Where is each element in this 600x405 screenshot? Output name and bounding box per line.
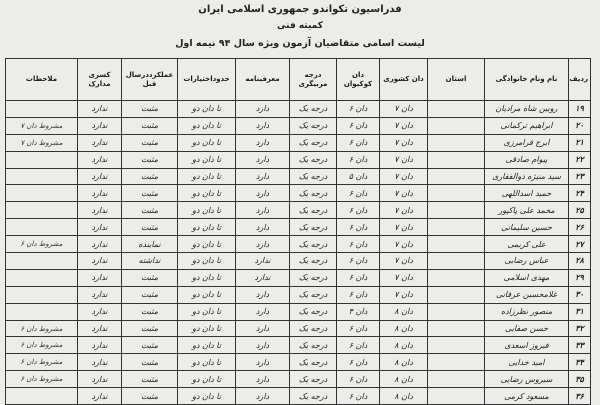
cell-perf: مثبت — [122, 101, 178, 118]
cell-coach: درجه یک — [290, 236, 337, 253]
table-body — [6, 101, 591, 405]
cell-n: ۲۶ — [569, 219, 591, 236]
cell-intro: ندارد — [236, 269, 290, 286]
cell-dan: دان ۸ — [380, 388, 428, 405]
column-header: ردیف — [569, 59, 591, 101]
table-row — [6, 185, 591, 202]
cell-kuk: دان ۶ — [337, 388, 380, 405]
cell-auth: تا دان دو — [178, 168, 236, 185]
cell-dan: دان ۷ — [380, 168, 428, 185]
column-header: استان — [428, 59, 485, 101]
cell-kuk: دان ۶ — [337, 219, 380, 236]
cell-name: حسین سلیمانی — [485, 219, 569, 236]
cell-remarks — [6, 168, 78, 185]
cell-remarks — [6, 185, 78, 202]
cell-perf: مثبت — [122, 286, 178, 303]
cell-coach: درجه یک — [290, 101, 337, 118]
column-header: دان کشوری — [380, 59, 428, 101]
cell-name: عباس رضایی — [485, 253, 569, 270]
cell-kuk: دان ۶ — [337, 134, 380, 151]
cell-auth: تا دان دو — [178, 337, 236, 354]
cell-coach: درجه یک — [290, 320, 337, 337]
cell-prov — [428, 219, 485, 236]
list-title: لیست اسامی متقاضیان آزمون ویژه سال ۹۴ نیمه اول — [175, 38, 425, 49]
cell-prov — [428, 286, 485, 303]
margin-note: مشروط دان ۶ — [6, 354, 78, 371]
cell-prov — [428, 236, 485, 253]
cell-prov — [428, 151, 485, 168]
margin-note: مشروط دان ۶ — [6, 320, 78, 337]
table-row — [6, 101, 591, 118]
cell-perf: مثبت — [122, 168, 178, 185]
cell-dan: دان ۷ — [380, 151, 428, 168]
cell-miss: ندارد — [78, 236, 122, 253]
cell-prov — [428, 337, 485, 354]
cell-auth: تا دان دو — [178, 371, 236, 388]
cell-intro: دارد — [236, 303, 290, 320]
committee-title: کمیته فنی — [277, 21, 323, 31]
cell-auth: تا دان دو — [178, 151, 236, 168]
cell-prov — [428, 101, 485, 118]
cell-intro: دارد — [236, 168, 290, 185]
cell-kuk: دان ۶ — [337, 371, 380, 388]
cell-remarks — [6, 219, 78, 236]
cell-intro: دارد — [236, 202, 290, 219]
cell-n: ۱۹ — [569, 101, 591, 118]
cell-coach: درجه یک — [290, 337, 337, 354]
cell-coach: درجه یک — [290, 168, 337, 185]
cell-coach: درجه یک — [290, 134, 337, 151]
table-row — [6, 168, 591, 185]
cell-perf: مثبت — [122, 320, 178, 337]
cell-kuk: دان ۶ — [337, 286, 380, 303]
table-row — [6, 151, 591, 168]
cell-coach: درجه یک — [290, 286, 337, 303]
cell-dan: دان ۷ — [380, 236, 428, 253]
cell-miss: ندارد — [78, 134, 122, 151]
applicants-table — [5, 58, 591, 405]
table-row — [6, 236, 591, 253]
cell-kuk: دان ۶ — [337, 202, 380, 219]
cell-miss: ندارد — [78, 269, 122, 286]
cell-auth: تا دان دو — [178, 320, 236, 337]
cell-miss: ندارد — [78, 117, 122, 134]
cell-n: ۲۷ — [569, 236, 591, 253]
cell-dan: دان ۸ — [380, 354, 428, 371]
cell-auth: تا دان دو — [178, 219, 236, 236]
cell-name: ایرج فرامرزی — [485, 134, 569, 151]
cell-name: غلامحسین عرفانی — [485, 286, 569, 303]
cell-remarks — [6, 286, 78, 303]
cell-coach: درجه یک — [290, 202, 337, 219]
cell-remarks — [6, 202, 78, 219]
cell-dan: دان ۸ — [380, 337, 428, 354]
cell-dan: دان ۸ — [380, 320, 428, 337]
cell-name: پیوام صادقی — [485, 151, 569, 168]
table-row — [6, 134, 591, 151]
cell-n: ۲۱ — [569, 134, 591, 151]
cell-prov — [428, 253, 485, 270]
cell-name: ابراهیم ترکمانی — [485, 117, 569, 134]
cell-intro: دارد — [236, 236, 290, 253]
margin-note: مشروط دان ۶ — [6, 337, 78, 354]
cell-dan: دان ۷ — [380, 253, 428, 270]
cell-remarks — [6, 101, 78, 118]
cell-auth: تا دان دو — [178, 269, 236, 286]
cell-auth: تا دان دو — [178, 303, 236, 320]
cell-dan: دان ۷ — [380, 269, 428, 286]
cell-remarks — [6, 388, 78, 405]
cell-name: مسعود کرمی — [485, 388, 569, 405]
cell-coach: درجه یک — [290, 303, 337, 320]
cell-prov — [428, 202, 485, 219]
cell-kuk: دان ۵ — [337, 168, 380, 185]
cell-miss: ندارد — [78, 337, 122, 354]
cell-name: مهدی اسلامی — [485, 269, 569, 286]
cell-intro: دارد — [236, 117, 290, 134]
column-header: عملکرددرسال قبل — [122, 59, 178, 101]
cell-auth: تا دان دو — [178, 117, 236, 134]
cell-intro: دارد — [236, 371, 290, 388]
cell-n: ۳۵ — [569, 371, 591, 388]
cell-name: امید خدایی — [485, 354, 569, 371]
cell-miss: ندارد — [78, 101, 122, 118]
cell-miss: ندارد — [78, 303, 122, 320]
cell-name: منصور نظرزاده — [485, 303, 569, 320]
cell-perf: مثبت — [122, 303, 178, 320]
cell-kuk: دان ۶ — [337, 185, 380, 202]
cell-remarks — [6, 253, 78, 270]
table-row — [6, 320, 591, 337]
cell-name: سیروس رضایی — [485, 371, 569, 388]
margin-note: مشروط دان ۶ — [6, 371, 78, 388]
cell-perf: مثبت — [122, 219, 178, 236]
cell-coach: درجه یک — [290, 253, 337, 270]
cell-auth: تا دان دو — [178, 134, 236, 151]
cell-prov — [428, 269, 485, 286]
cell-miss: ندارد — [78, 320, 122, 337]
cell-intro: دارد — [236, 101, 290, 118]
table-row — [6, 371, 591, 388]
table-row — [6, 117, 591, 134]
table-row — [6, 388, 591, 405]
cell-dan: دان ۷ — [380, 286, 428, 303]
cell-intro: دارد — [236, 354, 290, 371]
cell-intro: دارد — [236, 219, 290, 236]
cell-coach: درجه یک — [290, 151, 337, 168]
cell-kuk: دان ۶ — [337, 354, 380, 371]
cell-dan: دان ۸ — [380, 303, 428, 320]
cell-n: ۳۳ — [569, 337, 591, 354]
cell-coach: درجه یک — [290, 219, 337, 236]
table-row — [6, 269, 591, 286]
cell-perf: مثبت — [122, 134, 178, 151]
cell-n: ۳۰ — [569, 286, 591, 303]
cell-perf: نماینده — [122, 236, 178, 253]
cell-dan: دان ۷ — [380, 219, 428, 236]
cell-name: علی کریمی — [485, 236, 569, 253]
cell-coach: درجه یک — [290, 354, 337, 371]
cell-prov — [428, 117, 485, 134]
cell-kuk: دان ۶ — [337, 269, 380, 286]
cell-miss: ندارد — [78, 168, 122, 185]
cell-perf: مثبت — [122, 185, 178, 202]
cell-dan: دان ۷ — [380, 101, 428, 118]
cell-n: ۳۴ — [569, 354, 591, 371]
cell-coach: درجه یک — [290, 371, 337, 388]
table-row — [6, 337, 591, 354]
cell-auth: تا دان دو — [178, 354, 236, 371]
cell-prov — [428, 371, 485, 388]
cell-intro: دارد — [236, 388, 290, 405]
cell-auth: تا دان دو — [178, 253, 236, 270]
cell-kuk: دان ۶ — [337, 253, 380, 270]
cell-auth: تا دان دو — [178, 101, 236, 118]
cell-coach: درجه یک — [290, 269, 337, 286]
cell-kuk: دان ۶ — [337, 117, 380, 134]
cell-coach: درجه یک — [290, 117, 337, 134]
cell-prov — [428, 168, 485, 185]
cell-perf: مثبت — [122, 269, 178, 286]
cell-miss: ندارد — [78, 354, 122, 371]
cell-intro: دارد — [236, 337, 290, 354]
cell-name: رویین شاه مرادیان — [485, 101, 569, 118]
cell-dan: دان ۷ — [380, 134, 428, 151]
cell-coach: درجه یک — [290, 388, 337, 405]
cell-miss: ندارد — [78, 371, 122, 388]
cell-n: ۲۲ — [569, 151, 591, 168]
cell-intro: دارد — [236, 151, 290, 168]
column-header: درجه مربیگری — [290, 59, 337, 101]
column-header: معرفینامه — [236, 59, 290, 101]
cell-dan: دان ۸ — [380, 371, 428, 388]
cell-perf: مثبت — [122, 388, 178, 405]
cell-n: ۳۱ — [569, 303, 591, 320]
cell-perf: مثبت — [122, 354, 178, 371]
table-row — [6, 253, 591, 270]
cell-auth: تا دان دو — [178, 185, 236, 202]
cell-n: ۲۳ — [569, 168, 591, 185]
cell-remarks — [6, 151, 78, 168]
table-header-row — [6, 59, 591, 101]
table-row — [6, 286, 591, 303]
cell-prov — [428, 185, 485, 202]
cell-auth: تا دان دو — [178, 286, 236, 303]
cell-kuk: دان ۶ — [337, 337, 380, 354]
cell-miss: ندارد — [78, 253, 122, 270]
cell-miss: ندارد — [78, 185, 122, 202]
cell-miss: ندارد — [78, 219, 122, 236]
cell-kuk: دان ۶ — [337, 320, 380, 337]
cell-dan: دان ۷ — [380, 117, 428, 134]
cell-auth: تا دان دو — [178, 388, 236, 405]
cell-kuk: دان ۶ — [337, 236, 380, 253]
table-row — [6, 219, 591, 236]
margin-note: مشروط دان ۷ — [6, 134, 78, 151]
column-header: نام ونام خانوادگی — [485, 59, 569, 101]
column-header: دان کوکیوان — [337, 59, 380, 101]
cell-remarks — [6, 303, 78, 320]
table-row — [6, 202, 591, 219]
cell-name: سید منیژه ذوالفقاری — [485, 168, 569, 185]
cell-kuk: دان ۶ — [337, 101, 380, 118]
cell-n: ۲۵ — [569, 202, 591, 219]
cell-perf: مثبت — [122, 371, 178, 388]
cell-dan: دان ۷ — [380, 185, 428, 202]
cell-miss: ندارد — [78, 202, 122, 219]
cell-auth: تا دان دو — [178, 236, 236, 253]
cell-intro: دارد — [236, 286, 290, 303]
cell-prov — [428, 320, 485, 337]
cell-perf: مثبت — [122, 117, 178, 134]
cell-n: ۲۸ — [569, 253, 591, 270]
cell-kuk: دان ۴ — [337, 303, 380, 320]
cell-prov — [428, 354, 485, 371]
cell-kuk: دان ۶ — [337, 151, 380, 168]
cell-n: ۲۰ — [569, 117, 591, 134]
cell-perf: مثبت — [122, 151, 178, 168]
cell-name: محمد علی پاکپور — [485, 202, 569, 219]
cell-n: ۲۹ — [569, 269, 591, 286]
table-row — [6, 354, 591, 371]
cell-miss: ندارد — [78, 286, 122, 303]
cell-prov — [428, 388, 485, 405]
cell-perf: مثبت — [122, 337, 178, 354]
cell-miss: ندارد — [78, 388, 122, 405]
cell-name: فیروز اسعدی — [485, 337, 569, 354]
column-header: کسری مدارک — [78, 59, 122, 101]
cell-n: ۳۶ — [569, 388, 591, 405]
cell-dan: دان ۷ — [380, 202, 428, 219]
cell-name: حسن صفایی — [485, 320, 569, 337]
column-header: ملاحظات — [6, 59, 78, 101]
cell-n: ۳۲ — [569, 320, 591, 337]
federation-title: فدراسیون تکواندو جمهوری اسلامی ایران — [198, 4, 402, 15]
margin-note: مشروط دان ۷ — [6, 117, 78, 134]
margin-note: مشروط دان ۶ — [6, 236, 78, 253]
cell-n: ۲۴ — [569, 185, 591, 202]
cell-intro: ندارد — [236, 253, 290, 270]
cell-perf: مثبت — [122, 202, 178, 219]
cell-miss: ندارد — [78, 151, 122, 168]
column-header: حدوداختیارات — [178, 59, 236, 101]
table-row — [6, 303, 591, 320]
cell-coach: درجه یک — [290, 185, 337, 202]
cell-remarks — [6, 269, 78, 286]
cell-intro: دارد — [236, 185, 290, 202]
cell-intro: دارد — [236, 320, 290, 337]
cell-auth: تا دان دو — [178, 202, 236, 219]
cell-perf: نداشته — [122, 253, 178, 270]
cell-name: حمید اسداللهی — [485, 185, 569, 202]
cell-intro: دارد — [236, 134, 290, 151]
cell-prov — [428, 303, 485, 320]
cell-prov — [428, 134, 485, 151]
